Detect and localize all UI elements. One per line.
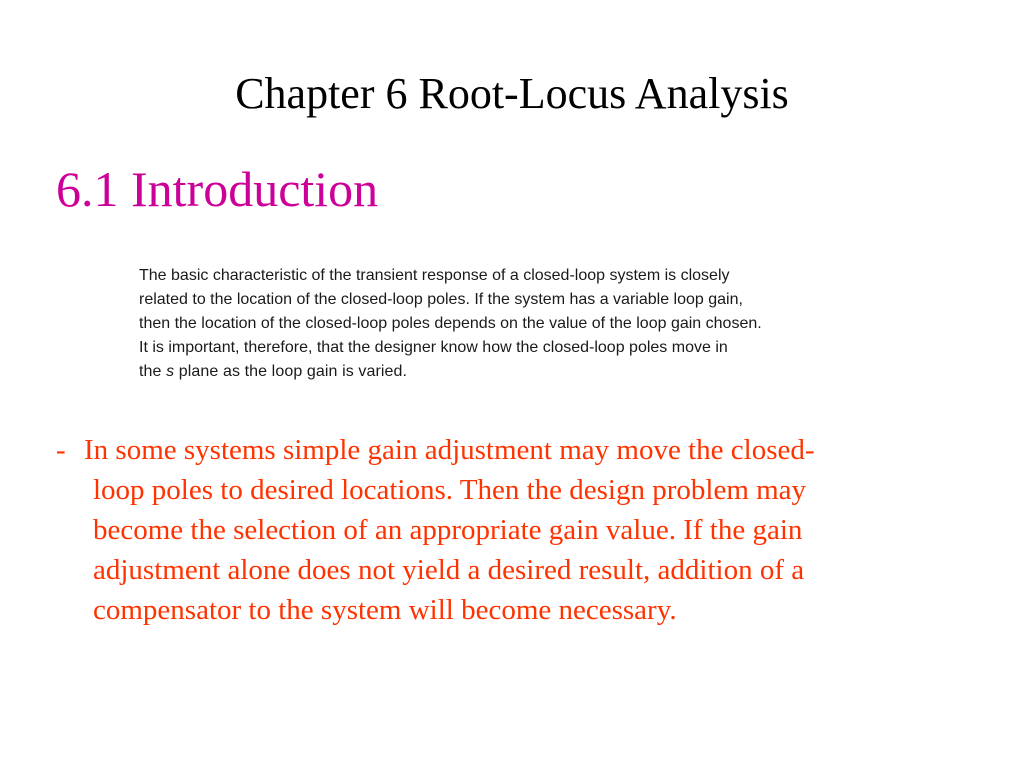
excerpt-line: The basic characteristic of the transient response of a closed-loop system is closely <box>139 267 730 284</box>
bullet-line: loop poles to desired locations. Then the design problem may <box>93 474 807 506</box>
bullet-line: become the selection of an appropriate gain value. If the gain <box>93 514 803 546</box>
section-heading: 6.1 Introduction <box>56 161 379 217</box>
excerpt-line: the s plane as the loop gain is varied. <box>139 363 408 380</box>
bullet-line: compensator to the system will become necessary. <box>93 594 677 626</box>
bullet-dash: - <box>56 434 66 466</box>
excerpt-line: It is important, therefore, that the designer know how the closed-loop poles move in <box>139 339 728 356</box>
bullet-line: adjustment alone does not yield a desired result, addition of a <box>93 554 805 586</box>
bullet-text: In some systems simple gain adjustment may move the closed- <box>84 434 815 466</box>
bullet-line-first <box>56 430 956 470</box>
slide-title: Chapter 6 Root-Locus Analysis <box>235 69 789 118</box>
excerpt-line: then the location of the closed-loop poles depends on the value of the loop gain chosen. <box>139 315 762 332</box>
excerpt-line: related to the location of the closed-loop poles. If the system has a variable loop gain, <box>139 291 743 308</box>
scanned-textbook-excerpt <box>139 264 861 384</box>
bullet-paragraph <box>56 430 956 630</box>
